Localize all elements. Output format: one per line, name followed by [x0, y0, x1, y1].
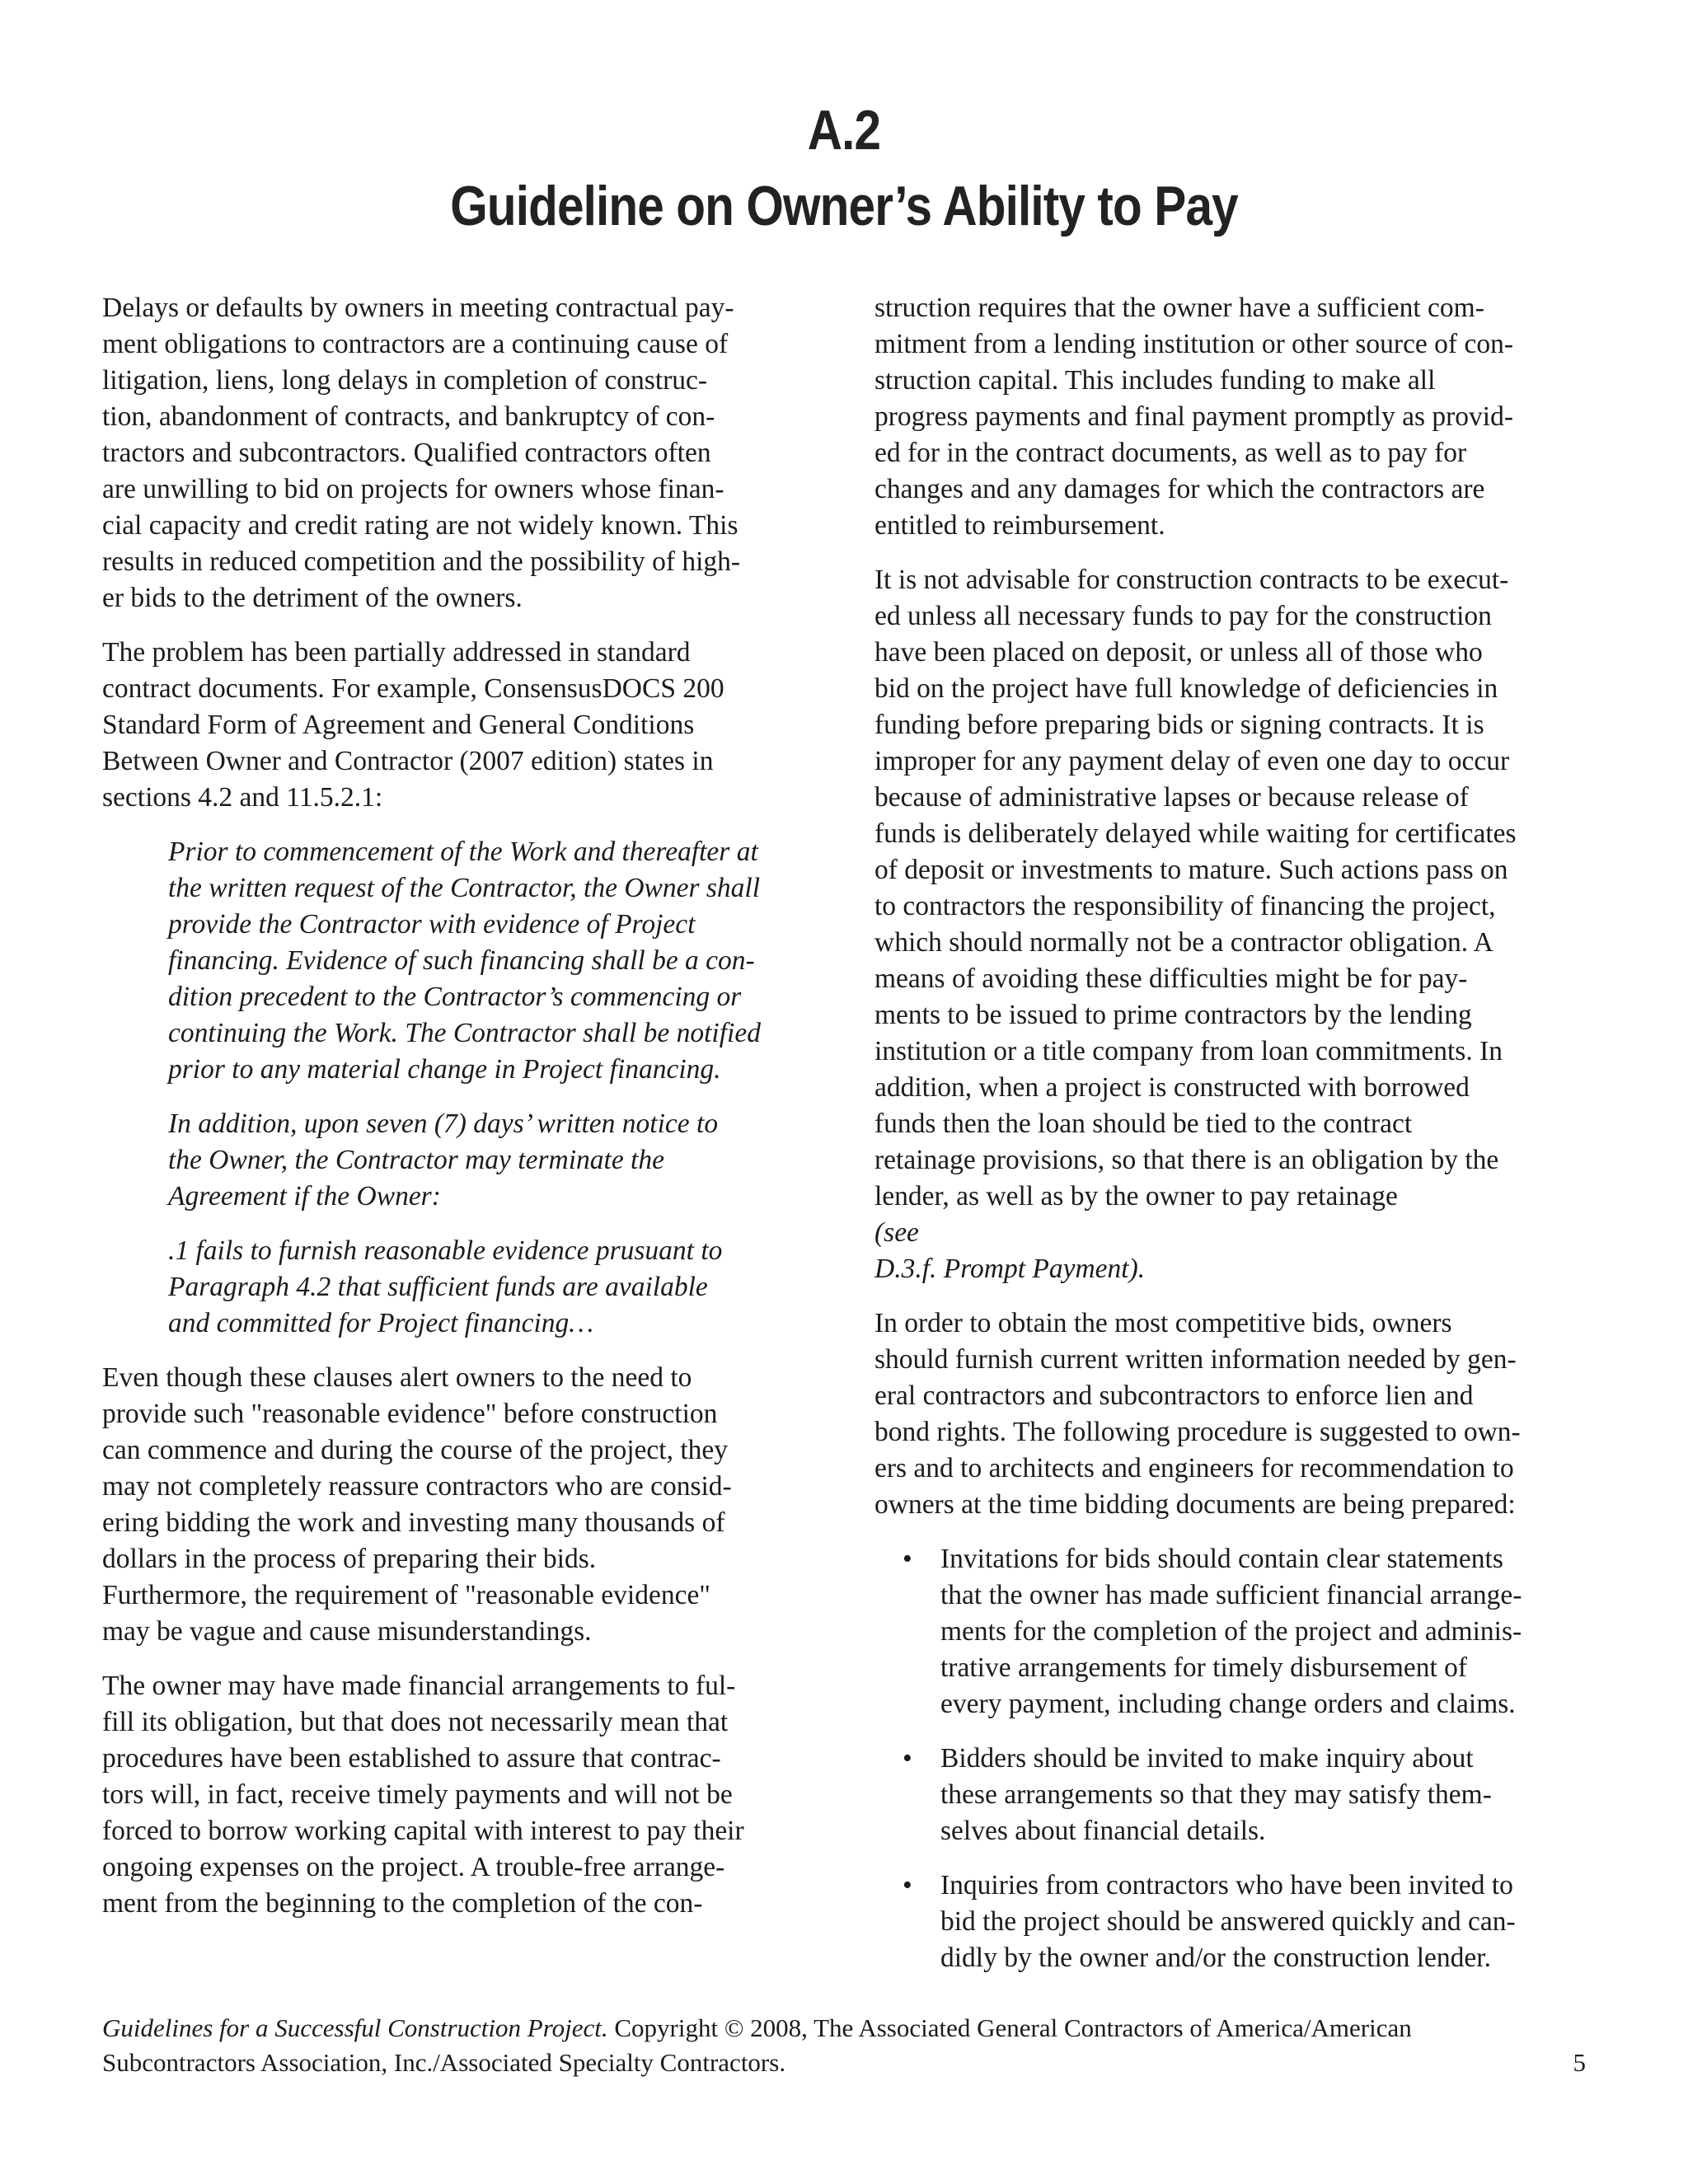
text-line: because of administrative lapses or because release of — [874, 782, 1469, 813]
text-fragment: lender, as well as by the owner to pay retainage — [874, 1181, 1398, 1212]
text-line: procedures have been established to assure that contrac- — [102, 1743, 721, 1774]
paragraph-competitive-bids — [874, 1305, 1588, 1523]
text-line — [874, 1179, 1588, 1251]
text-line: changes and any damages for which the contractors are — [874, 474, 1485, 504]
text-line: to contractors the responsibility of financing the project, — [874, 891, 1496, 921]
text-line: It is not advisable for construction contracts to be execut- — [874, 565, 1509, 595]
text-line: owners at the time bidding documents are being prepared: — [874, 1489, 1516, 1520]
text-line: progress payments and final payment promptly as provid- — [874, 401, 1513, 432]
text-line: Furthermore, the requirement of "reasonable evidence" — [102, 1580, 710, 1610]
bullet-icon: • — [903, 1544, 912, 1574]
page-footer — [102, 2011, 1586, 2080]
page-header — [0, 92, 1688, 244]
quote-line: financing. Evidence of such financing shall be a con- — [168, 945, 755, 976]
text-line: forced to borrow working capital with interest to pay their — [102, 1816, 744, 1846]
text-line: can commence and during the course of the project, they — [102, 1435, 729, 1465]
text-line: may not completely reassure contractors who are consid- — [102, 1471, 732, 1502]
paragraph-arrangements — [102, 1668, 828, 1922]
paragraph-intro — [102, 290, 828, 616]
page-title: Guideline on Owner’s Ability to Pay — [450, 175, 1238, 237]
quote-line: Agreement if the Owner: — [168, 1181, 441, 1212]
text-line: should furnish current written information needed by gen- — [874, 1344, 1517, 1375]
text-line: Invitations for bids should contain clear statements — [940, 1544, 1503, 1574]
quote-line: continuing the Work. The Contractor shall be notified — [168, 1018, 761, 1048]
text-line: institution or a title company from loan commitments. In — [874, 1036, 1503, 1066]
paragraph-not-advisable — [874, 562, 1588, 1287]
text-line: cial capacity and credit rating are not widely known. This — [102, 510, 738, 541]
text-line: Bidders should be invited to make inquiry about — [940, 1743, 1474, 1774]
quote-clause-1 — [168, 1233, 828, 1342]
quote-financing-evidence — [168, 834, 828, 1088]
text-line: contract documents. For example, ConsensusDOCS 200 — [102, 673, 724, 704]
quote-line: Paragraph 4.2 that sufficient funds are available — [168, 1272, 708, 1302]
list-item — [874, 1868, 1588, 1976]
footer-line-2: Subcontractors Association, Inc./Associated Specialty Contractors. — [102, 2048, 786, 2077]
cross-reference-link[interactable]: D.3.f. Prompt Payment). — [874, 1254, 1146, 1284]
text-line: litigation, liens, long delays in completion of construc- — [102, 365, 708, 396]
text-line: ment obligations to contractors are a continuing cause of — [102, 329, 729, 359]
text-line: ongoing expenses on the project. A trouble-free arrange- — [102, 1852, 725, 1882]
text-line: er bids to the detriment of the owners. — [102, 583, 523, 613]
text-line: tractors and subcontractors. Qualified contractors often — [102, 438, 711, 468]
text-line: Delays or defaults by owners in meeting contractual pay- — [102, 293, 734, 323]
text-line — [874, 1251, 1588, 1287]
text-line: Even though these clauses alert owners to the need to — [102, 1362, 692, 1393]
paragraph-lending-commitment — [874, 290, 1588, 544]
quote-termination — [168, 1106, 828, 1215]
text-line: have been placed on deposit, or unless all of those who — [874, 637, 1483, 668]
copyright-text: Copyright © 2008, The Associated General Contractors of America/American — [607, 2013, 1412, 2042]
paragraph-reasonable-evidence — [102, 1360, 828, 1650]
section-number: A.2 — [807, 99, 881, 162]
list-item — [874, 1741, 1588, 1849]
text-line: ers and to architects and engineers for recommendation to — [874, 1453, 1514, 1483]
quote-line: In addition, upon seven (7) days’ written notice to — [168, 1108, 719, 1139]
text-line: funds then the loan should be tied to the contract — [874, 1108, 1413, 1139]
paragraph-standard-docs — [102, 635, 828, 816]
text-line: Inquiries from contractors who have been invited to — [940, 1870, 1513, 1900]
quote-line: .1 fails to furnish reasonable evidence prusuant to — [168, 1235, 723, 1266]
page-number: 5 — [1573, 2048, 1586, 2077]
quote-line: Prior to commencement of the Work and thereafter at — [168, 837, 758, 867]
text-line: results in reduced competition and the possibility of high- — [102, 546, 741, 577]
text-line: Between Owner and Contractor (2007 edition) states in — [102, 746, 714, 776]
text-line: addition, when a project is constructed with borrowed — [874, 1072, 1470, 1103]
text-line: of deposit or investments to mature. Such actions pass on — [874, 855, 1508, 885]
text-line: selves about financial details. — [940, 1816, 1266, 1846]
text-line: tors will, in fact, receive timely payments and will not be — [102, 1779, 733, 1810]
text-line: that the owner has made sufficient financial arrange- — [940, 1580, 1522, 1610]
quote-line: provide the Contractor with evidence of Project — [168, 909, 696, 940]
text-line: The problem has been partially addressed in standard — [102, 637, 691, 668]
text-line: means of avoiding these difficulties might be for pay- — [874, 963, 1468, 994]
text-line: dollars in the process of preparing their bids. — [102, 1544, 597, 1574]
quote-line: prior to any material change in Project financing. — [168, 1054, 721, 1085]
text-line: struction capital. This includes funding to make all — [874, 365, 1436, 396]
right-column — [874, 290, 1588, 1994]
text-line: eral contractors and subcontractors to enforce lien and — [874, 1380, 1474, 1411]
bullet-icon: • — [903, 1743, 912, 1774]
text-line: improper for any payment delay of even one day to occur — [874, 746, 1510, 776]
text-line: mitment from a lending institution or other source of con- — [874, 329, 1513, 359]
cross-reference: (see — [874, 1217, 919, 1248]
text-line: tion, abandonment of contracts, and bankruptcy of con- — [102, 401, 715, 432]
text-line: bid the project should be answered quickly and can- — [940, 1906, 1516, 1937]
text-line: trative arrangements for timely disbursement of — [940, 1652, 1468, 1683]
text-line: ed for in the contract documents, as well as to pay for — [874, 438, 1467, 468]
quote-line: and committed for Project financing… — [168, 1308, 594, 1338]
text-line: fill its obligation, but that does not necessarily mean that — [102, 1707, 729, 1737]
text-line: which should normally not be a contractor obligation. A — [874, 927, 1493, 958]
text-line: ments for the completion of the project and adminis- — [940, 1616, 1522, 1647]
text-line: bond rights. The following procedure is suggested to own- — [874, 1417, 1521, 1447]
text-line: retainage provisions, so that there is an obligation by the — [874, 1145, 1499, 1175]
text-line: ering bidding the work and investing many thousands of — [102, 1507, 725, 1538]
quote-line: dition precedent to the Contractor’s commencing or — [168, 982, 742, 1012]
footer-line-1 — [102, 2011, 1586, 2046]
text-line: every payment, including change orders and claims. — [940, 1689, 1516, 1719]
text-line: Standard Form of Agreement and General Conditions — [102, 710, 695, 740]
text-line: funding before preparing bids or signing contracts. It is — [874, 710, 1484, 740]
text-line: funds is deliberately delayed while waiting for certificates — [874, 818, 1517, 849]
text-line: provide such "reasonable evidence" before construction — [102, 1399, 718, 1429]
bullet-icon: • — [903, 1870, 912, 1900]
quote-line: the Owner, the Contractor may terminate the — [168, 1145, 664, 1175]
text-line: struction requires that the owner have a sufficient com- — [874, 293, 1484, 323]
text-line: ed unless all necessary funds to pay for the construction — [874, 601, 1492, 631]
text-line: ments to be issued to prime contractors by the lending — [874, 1000, 1472, 1030]
text-line: these arrangements so that they may satisfy them- — [940, 1779, 1492, 1810]
text-line: In order to obtain the most competitive bids, owners — [874, 1308, 1452, 1338]
text-line: ment from the beginning to the completion of the con- — [102, 1888, 703, 1919]
book-title: Guidelines for a Successful Construction Project. — [102, 2013, 608, 2042]
text-line: entitled to reimbursement. — [874, 510, 1165, 541]
text-line: The owner may have made financial arrangements to ful- — [102, 1671, 736, 1701]
text-line: didly by the owner and/or the construction lender. — [940, 1943, 1491, 1973]
procedure-list — [874, 1541, 1588, 1976]
list-item — [874, 1541, 1588, 1722]
text-line: may be vague and cause misunderstandings. — [102, 1616, 592, 1647]
text-line: are unwilling to bid on projects for owners whose finan- — [102, 474, 724, 504]
quote-line: the written request of the Contractor, the Owner shall — [168, 873, 761, 903]
text-line: sections 4.2 and 11.5.2.1: — [102, 782, 383, 813]
left-column — [102, 290, 828, 1940]
text-line: bid on the project have full knowledge of deficiencies in — [874, 673, 1498, 704]
